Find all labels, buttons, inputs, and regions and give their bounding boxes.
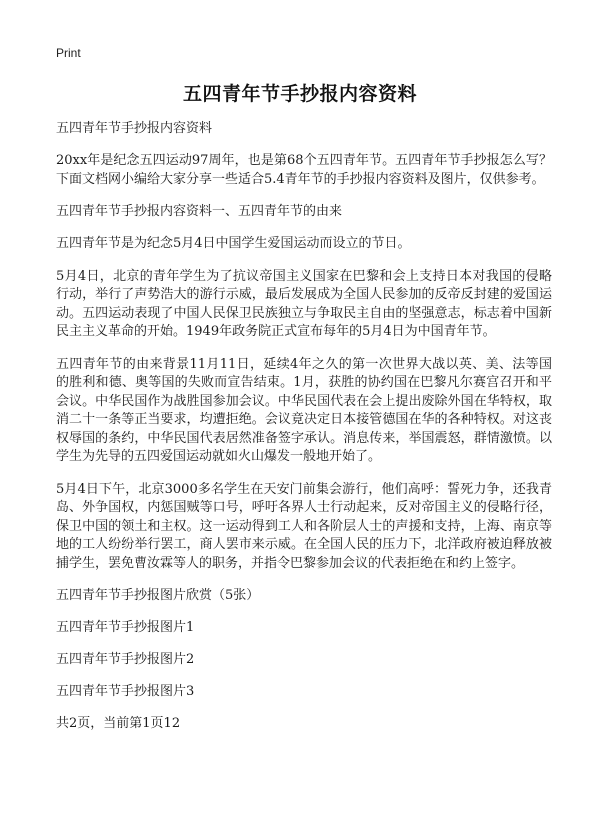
pagination[interactable]: 共2页，当前第1页12: [56, 716, 181, 731]
page-title: 五四青年节手抄报内容资料: [182, 83, 417, 105]
picture-caption-3: 五四青年节手抄报图片3: [56, 684, 195, 699]
print-label[interactable]: Print: [56, 46, 81, 60]
article-subtitle: 五四青年节手抄报内容资料: [56, 121, 213, 136]
picture-caption-1: 五四青年节手抄报图片1: [56, 620, 195, 635]
picture-caption-2: 五四青年节手抄报图片2: [56, 652, 195, 667]
intro-paragraph: 20xx年是纪念五四运动97周年，也是第68个五四青年节。五四青年节手抄报怎么写？下面文档网小编给大家分享一些适合5.4青年节的手抄报内容资料及图片，仅供参考。: [56, 153, 552, 187]
paragraph-4: 5月4日下午，北京3000多名学生在天安门前集会游行，他们高呼：誓死力争，还我青岛、外争国权，内惩国贼等口号，呼吁各界人士行动起来，反对帝国主义的侵略行径，保卫中国的领土和主权。这一运动得到工人和各阶层人士的声援和支持，上海、南京等地的工人纷纷举行罢工，商人罢市来示威。在全国人民的压力下，北洋政府被迫释放被捕学生，罢免曹汝霖等人的职务，并指令巴黎参加会议的代表拒绝在和约上签字。: [56, 481, 552, 571]
paragraph-1: 五四青年节是为纪念5月4日中国学生爱国运动而设立的节日。: [56, 236, 411, 251]
paragraph-2: 5月4日，北京的青年学生为了抗议帝国主义国家在巴黎和会上支持日本对我国的侵略行动，举行了声势浩大的游行示威，最后发展成为全国人民参加的反帝反封建的爱国运动。五四运动表现了中国人民保卫民族独立与争取民主自由的坚强意志，标志着中国新民主主义革命的开始。1949年政务院正式宣布每年的5月4日为中国青年节。: [56, 268, 552, 339]
section-heading: 五四青年节手抄报内容资料一、五四青年节的由来: [56, 204, 343, 219]
article-body: [56, 120, 552, 747]
paragraph-3: 五四青年节的由来背景11月11日，延续4年之久的第一次世界大战以英、美、法等国的胜利和德、奥等国的失败而宣告结束。1月，获胜的协约国在巴黎凡尔赛宫召开和平会议。中华民国作为战胜国参加会议。中华民国代表在会上提出废除外国在华特权，取消二十一条等正当要求，均遭拒绝。会议竟决定日本接管德国在华的各种特权。对这丧权辱国的条约，中华民国代表居然准备签字承认。消息传来，举国震怒，群情激愤。以学生为先导的五四爱国运动就如火山爆发一般地开始了。: [56, 356, 552, 464]
pictures-heading: 五四青年节手抄报图片欣赏（5张）: [56, 588, 260, 603]
